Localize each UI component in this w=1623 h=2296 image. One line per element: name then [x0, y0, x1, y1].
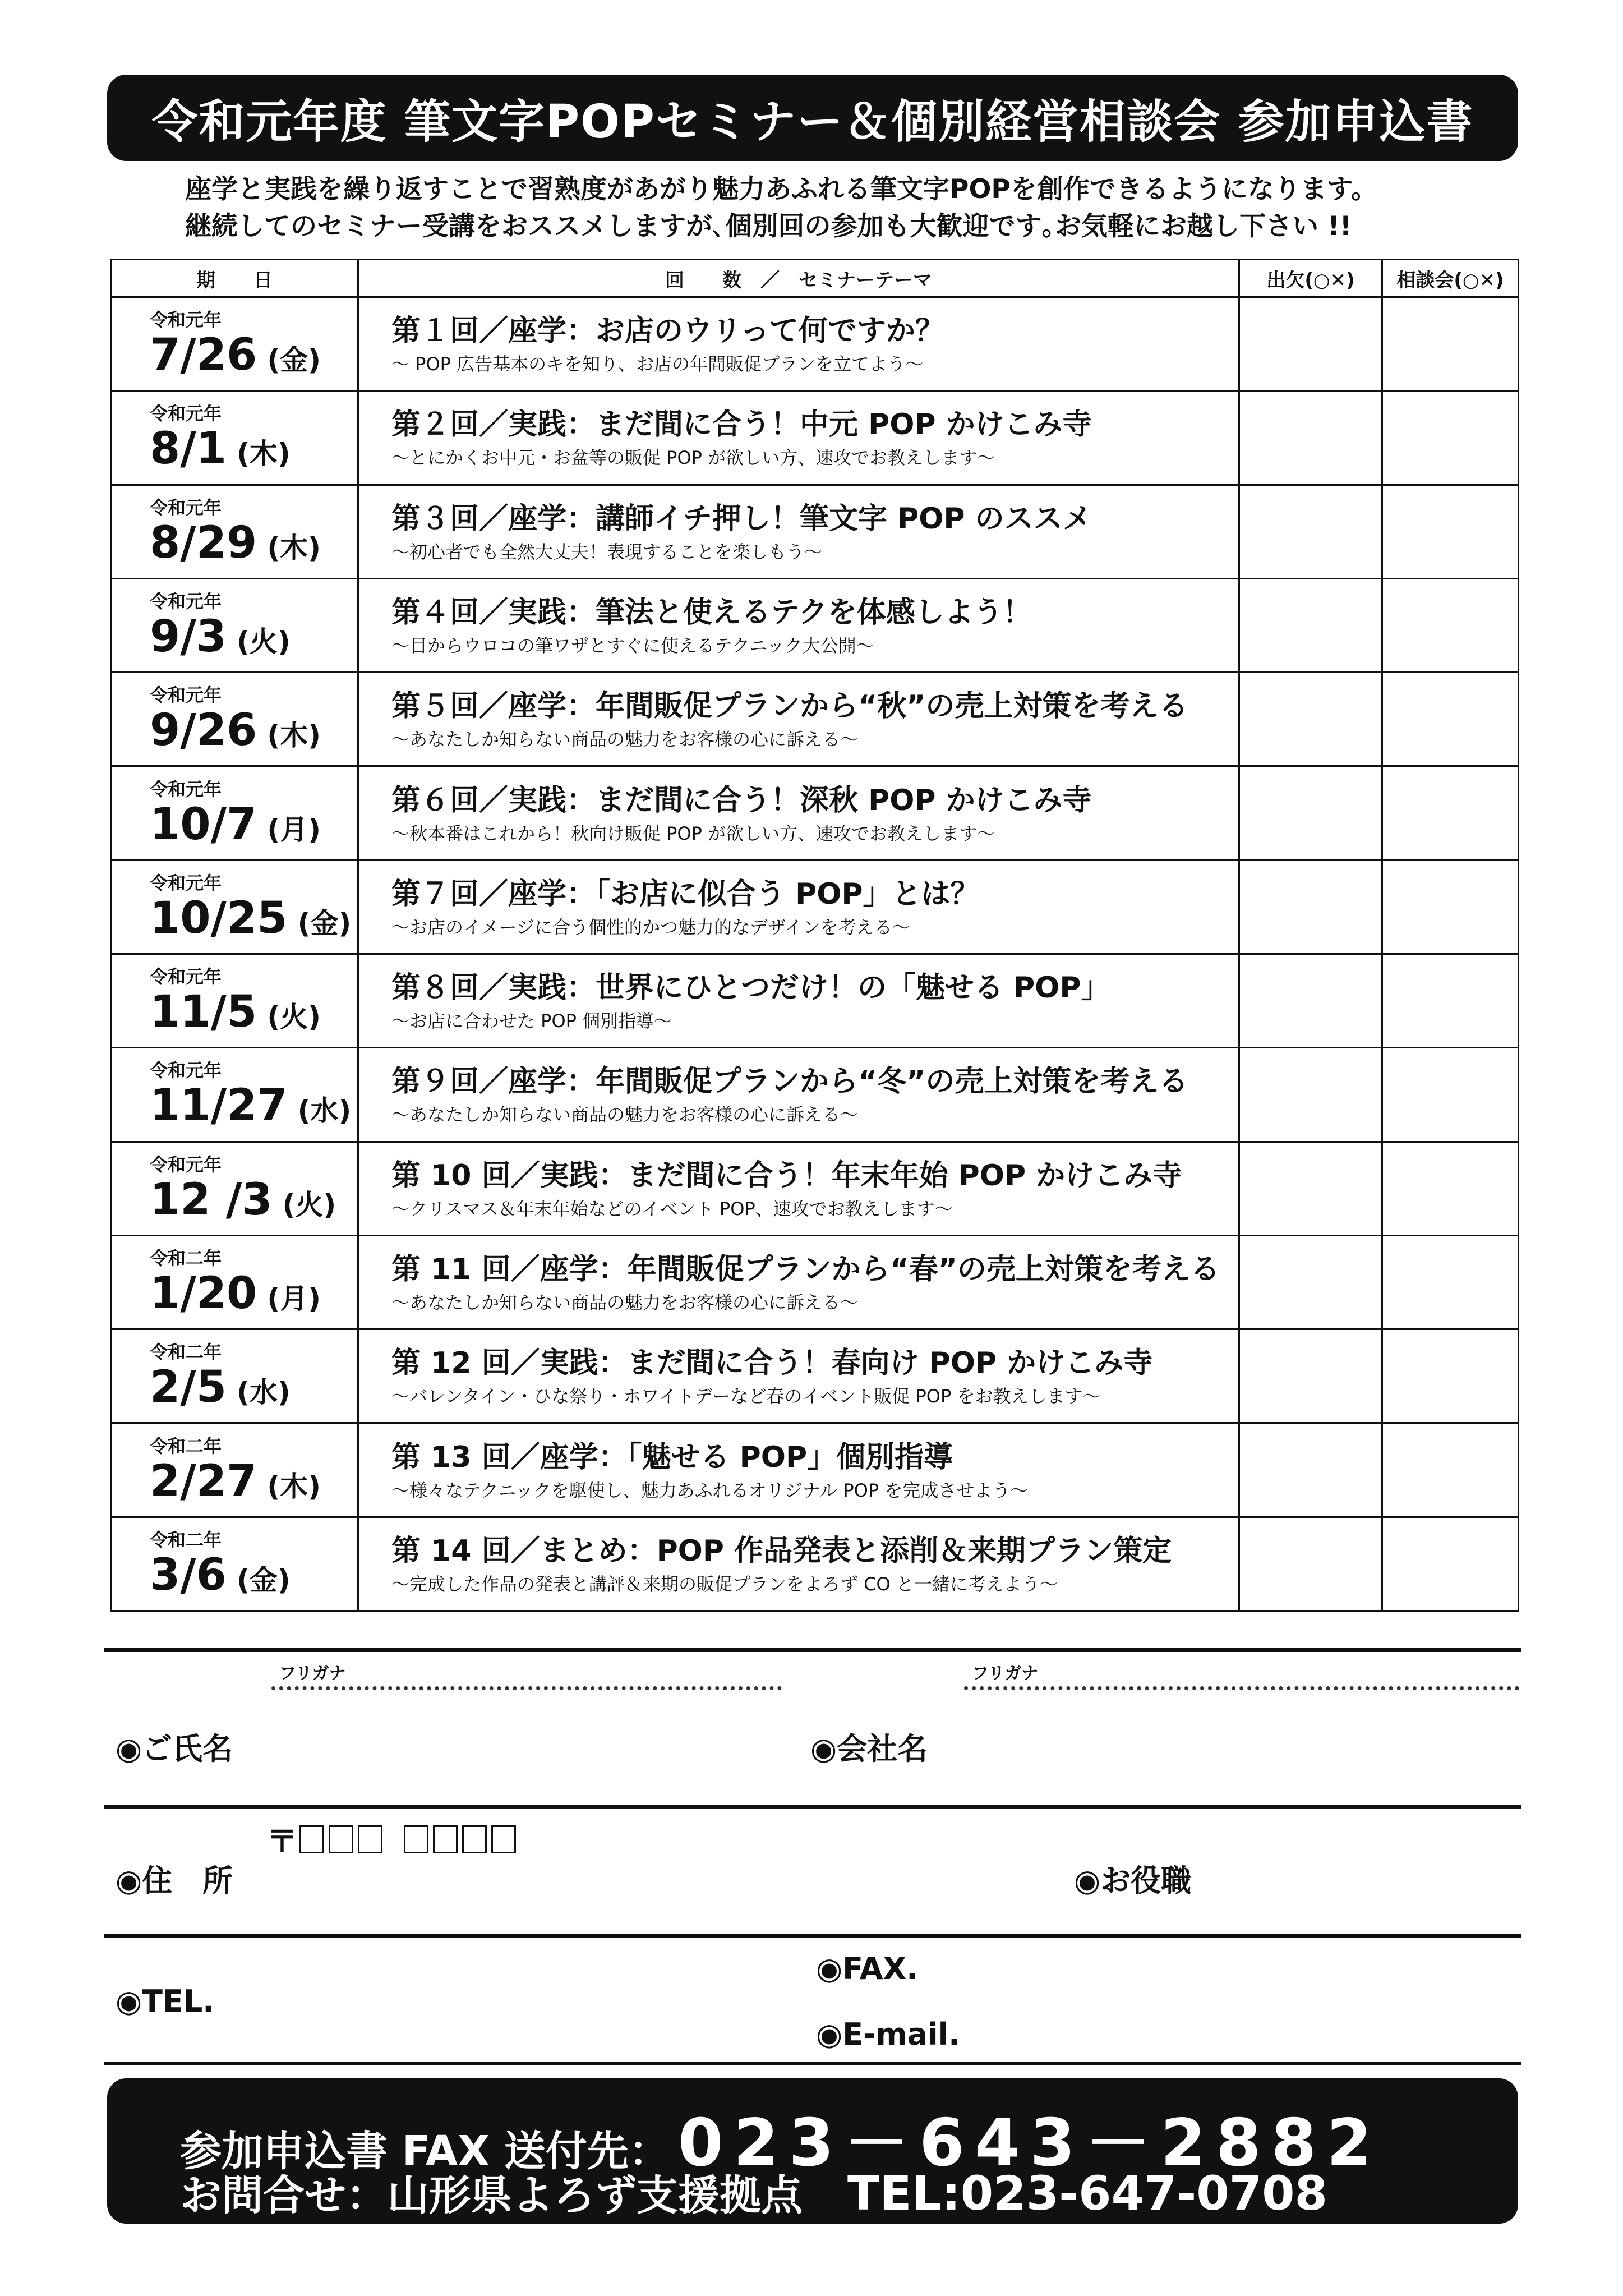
era-label: 令和元年 — [150, 684, 222, 706]
attendance-checkbox-cell[interactable] — [1239, 485, 1382, 578]
day-of-week: (木) — [267, 531, 321, 564]
session-date: 2/5 — [150, 1362, 227, 1413]
day-of-week: (金) — [267, 344, 321, 377]
session-date: 8/29 — [150, 517, 257, 568]
theme-cell — [358, 673, 1239, 766]
date-cell — [111, 1142, 358, 1235]
session-title: 第 14 回／まとめ：POP 作品発表と添削＆来期プラン策定 — [391, 1534, 1172, 1568]
name-furigana-dotted-line — [271, 1686, 782, 1690]
era-label: 令和元年 — [150, 590, 222, 612]
session-title: 第２回／実践：まだ間に合う！中元 POP かけこみ寺 — [391, 408, 1092, 442]
table-row — [111, 860, 1519, 954]
postal-mark: 〒 — [267, 1824, 297, 1859]
date-cell — [111, 954, 358, 1047]
attendance-checkbox-cell[interactable] — [1239, 1423, 1382, 1517]
attendance-checkbox-cell[interactable] — [1239, 766, 1382, 860]
theme-cell — [358, 1517, 1239, 1611]
postal-box[interactable] — [404, 1825, 428, 1853]
page-title: 令和元年度 筆文字POPセミナー＆個別経営相談会 参加申込書 — [107, 75, 1518, 161]
theme-cell — [358, 954, 1239, 1047]
day-of-week: (火) — [282, 1188, 336, 1221]
session-date: 2/27 — [150, 1456, 257, 1507]
day-of-week: (火) — [267, 1001, 321, 1034]
email-field-label: ◉E-mail. — [816, 2017, 960, 2052]
attendance-checkbox-cell[interactable] — [1239, 860, 1382, 954]
attendance-checkbox-cell[interactable] — [1239, 954, 1382, 1047]
era-label: 令和二年 — [150, 1247, 222, 1269]
table-row — [111, 1329, 1519, 1423]
address-field-label: ◉住 所 — [116, 1863, 233, 1898]
era-label: 令和元年 — [150, 966, 222, 988]
consultation-checkbox-cell[interactable] — [1382, 578, 1519, 672]
company-furigana-label: フリガナ — [972, 1664, 1039, 1683]
day-of-week: (木) — [237, 438, 291, 471]
attendance-checkbox-cell[interactable] — [1239, 297, 1382, 391]
table-row — [111, 1423, 1519, 1517]
table-row — [111, 954, 1519, 1047]
session-subtitle: ～完成した作品の発表と講評＆来期の販促プランをよろず CO と一緒に考えよう～ — [391, 1573, 1058, 1595]
intro-line-2: 継続してのセミナー受講をおススメしますが､個別回の参加も大歓迎です｡お気軽にお越し下さい !! — [185, 211, 1352, 242]
postal-box[interactable] — [491, 1825, 516, 1853]
session-subtitle: ～バレンタイン・ひな祭り・ホワイトデーなど春のイベント販促 POP をお教えします～ — [391, 1386, 1101, 1407]
session-date: 10/25 — [150, 892, 288, 944]
intro-text — [185, 171, 1520, 245]
session-title: 第７回／座学：「お店に似合う POP」とは？ — [391, 877, 980, 911]
contact-footer — [107, 2078, 1518, 2224]
header-date: 期 日 — [111, 260, 358, 297]
header-attendance: 出欠(○✕) — [1239, 260, 1382, 297]
form-rule-1 — [104, 1805, 1521, 1809]
company-field-label: ◉会社名 — [810, 1731, 928, 1766]
date-cell — [111, 673, 358, 766]
theme-cell — [358, 766, 1239, 860]
session-subtitle: ～あなたしか知らない商品の魅力をお客様の心に訴える～ — [391, 729, 859, 751]
session-title: 第８回／実践：世界にひとつだけ！の「魅せる POP」 — [391, 971, 1110, 1005]
postal-box[interactable] — [299, 1825, 324, 1853]
fax-destination-label: 参加申込書 FAX 送付先： — [180, 2127, 670, 2175]
era-label: 令和元年 — [150, 309, 222, 331]
date-cell — [111, 860, 358, 954]
table-row — [111, 1235, 1519, 1329]
form-rule-2 — [104, 1934, 1521, 1938]
day-of-week: (金) — [297, 907, 352, 940]
attendance-checkbox-cell[interactable] — [1239, 1235, 1382, 1329]
postal-box[interactable] — [462, 1825, 487, 1853]
attendance-checkbox-cell[interactable] — [1239, 1142, 1382, 1235]
session-date: 11/5 — [150, 987, 257, 1038]
session-subtitle: ～目からウロコの筆ワザとすぐに使えるテクニック大公開～ — [391, 634, 874, 656]
era-label: 令和二年 — [150, 1341, 222, 1363]
session-title: 第 11 回／座学：年間販促プランから“春”の売上対策を考える — [391, 1252, 1220, 1286]
consultation-checkbox-cell[interactable] — [1382, 1423, 1519, 1517]
era-label: 令和元年 — [150, 1153, 222, 1175]
theme-cell — [358, 485, 1239, 578]
session-title: 第６回／実践：まだ間に合う！深秋 POP かけこみ寺 — [391, 783, 1092, 817]
session-title: 第 13 回／座学：「魅せる POP」個別指導 — [391, 1440, 953, 1474]
theme-cell — [358, 1423, 1239, 1517]
day-of-week: (木) — [267, 719, 321, 752]
form-top-rule — [104, 1648, 1521, 1652]
day-of-week: (月) — [267, 813, 321, 846]
consultation-checkbox-cell[interactable] — [1382, 1517, 1519, 1611]
session-subtitle: ～様々なテクニックを駆使し、魅力あふれるオリジナル POP を完成させよう～ — [391, 1479, 1029, 1501]
table-row — [111, 578, 1519, 672]
position-field-label: ◉お役職 — [1074, 1863, 1192, 1898]
era-label: 令和二年 — [150, 1529, 222, 1550]
attendance-checkbox-cell[interactable] — [1239, 673, 1382, 766]
date-cell — [111, 1423, 358, 1517]
theme-cell — [358, 578, 1239, 672]
postal-box[interactable] — [358, 1825, 382, 1853]
date-cell — [111, 485, 358, 578]
company-furigana-dotted-line — [964, 1686, 1519, 1690]
theme-cell — [358, 860, 1239, 954]
session-subtitle: ～秋本番はこれから！秋向け販促 POP が欲しい方、速攻でお教えします～ — [391, 822, 995, 844]
date-cell — [111, 391, 358, 485]
era-label: 令和元年 — [150, 403, 222, 425]
fax-field-label: ◉FAX. — [816, 1951, 918, 1986]
session-title: 第４回／実践：筆法と使えるテクを体感しよう！ — [391, 595, 1032, 629]
session-title: 第 12 回／実践：まだ間に合う！春向け POP かけこみ寺 — [391, 1346, 1153, 1381]
table-row — [111, 1142, 1519, 1235]
table-row — [111, 673, 1519, 766]
date-cell — [111, 578, 358, 672]
tel-field-label: ◉TEL. — [116, 1984, 214, 2019]
session-title: 第９回／座学：年間販促プランから“冬”の売上対策を考える — [391, 1065, 1188, 1099]
consultation-checkbox-cell[interactable] — [1382, 1048, 1519, 1142]
era-label: 令和元年 — [150, 1060, 222, 1082]
postal-code-field[interactable] — [267, 1818, 520, 1861]
table-row — [111, 1517, 1519, 1611]
session-subtitle: ～クリスマス＆年末年始などのイベント POP、速攻でお教えします～ — [391, 1198, 953, 1220]
date-cell — [111, 1329, 358, 1423]
attendance-checkbox-cell[interactable] — [1239, 578, 1382, 672]
era-label: 令和元年 — [150, 496, 222, 518]
contact-label: お問合せ：山形県よろず支援拠点 — [180, 2171, 803, 2220]
header-theme: 回 数 ／ セミナーテーマ — [358, 260, 1239, 297]
consultation-checkbox-cell[interactable] — [1382, 673, 1519, 766]
session-date: 1/20 — [150, 1268, 257, 1319]
session-subtitle: ～お店に合わせた POP 個別指導～ — [391, 1010, 672, 1032]
consultation-checkbox-cell[interactable] — [1382, 1142, 1519, 1235]
table-header-row — [111, 260, 1519, 297]
attendance-checkbox-cell[interactable] — [1239, 391, 1382, 485]
postal-box[interactable] — [433, 1825, 458, 1853]
era-label: 令和元年 — [150, 872, 222, 894]
consultation-checkbox-cell[interactable] — [1382, 1329, 1519, 1423]
intro-line-1: 座学と実践を繰り返すことで習熟度があがり魅力あふれる筆文字POPを創作できるようになります。 — [185, 174, 1378, 205]
theme-cell — [358, 1142, 1239, 1235]
session-subtitle: ～あなたしか知らない商品の魅力をお客様の心に訴える～ — [391, 1291, 859, 1313]
day-of-week: (火) — [237, 625, 291, 658]
session-title: 第１回／座学：お店のウリって何ですか？ — [391, 314, 944, 348]
theme-cell — [358, 1235, 1239, 1329]
fax-number: 023－643－2882 — [677, 2105, 1382, 2181]
date-cell — [111, 1048, 358, 1142]
consultation-checkbox-cell[interactable] — [1382, 391, 1519, 485]
seminar-schedule-table — [110, 259, 1519, 1612]
contact-tel: TEL:023-647-0708 — [847, 2166, 1327, 2221]
session-date: 12 /3 — [150, 1174, 273, 1225]
session-title: 第３回／座学：講師イチ押し！筆文字 POP のススメ — [391, 501, 1092, 536]
theme-cell — [358, 1329, 1239, 1423]
day-of-week: (水) — [237, 1376, 291, 1409]
consultation-checkbox-cell[interactable] — [1382, 485, 1519, 578]
contact-line — [180, 2162, 1327, 2222]
attendance-checkbox-cell[interactable] — [1239, 1048, 1382, 1142]
consultation-checkbox-cell[interactable] — [1382, 297, 1519, 391]
session-subtitle: ～とにかくお中元・お盆等の販促 POP が欲しい方、速攻でお教えします～ — [391, 447, 995, 469]
day-of-week: (月) — [267, 1282, 321, 1315]
table-row — [111, 1048, 1519, 1142]
header-consultation: 相談会(○✕) — [1382, 260, 1519, 297]
consultation-checkbox-cell[interactable] — [1382, 1235, 1519, 1329]
day-of-week: (金) — [237, 1563, 291, 1596]
era-label: 令和二年 — [150, 1435, 222, 1457]
day-of-week: (水) — [297, 1094, 352, 1128]
session-subtitle: ～あなたしか知らない商品の魅力をお客様の心に訴える～ — [391, 1104, 859, 1126]
date-cell — [111, 297, 358, 391]
theme-cell — [358, 391, 1239, 485]
theme-cell — [358, 1048, 1239, 1142]
date-cell — [111, 766, 358, 860]
session-date: 3/6 — [150, 1549, 227, 1600]
session-subtitle: ～お店のイメージに合う個性的かつ魅力的なデザインを考える～ — [391, 916, 910, 938]
era-label: 令和元年 — [150, 778, 222, 800]
date-cell — [111, 1517, 358, 1611]
attendance-checkbox-cell[interactable] — [1239, 1517, 1382, 1611]
consultation-checkbox-cell[interactable] — [1382, 766, 1519, 860]
session-date: 7/26 — [150, 330, 257, 381]
consultation-checkbox-cell[interactable] — [1382, 954, 1519, 1047]
session-date: 10/7 — [150, 799, 257, 850]
name-furigana-label: フリガナ — [279, 1664, 346, 1683]
attendance-checkbox-cell[interactable] — [1239, 1329, 1382, 1423]
table-row — [111, 391, 1519, 485]
form-bottom-rule — [104, 2062, 1521, 2065]
table-row — [111, 766, 1519, 860]
day-of-week: (木) — [267, 1470, 321, 1503]
date-cell — [111, 1235, 358, 1329]
session-title: 第 10 回／実践：まだ間に合う！年末年始 POP かけこみ寺 — [391, 1158, 1182, 1193]
table-row — [111, 485, 1519, 578]
session-subtitle: ～初心者でも全然大丈夫！表現することを楽しもう～ — [391, 541, 823, 563]
table-row — [111, 297, 1519, 391]
session-date: 9/26 — [150, 705, 257, 756]
session-date: 9/3 — [150, 611, 227, 662]
session-date: 8/1 — [150, 424, 227, 475]
consultation-checkbox-cell[interactable] — [1382, 860, 1519, 954]
theme-cell — [358, 297, 1239, 391]
session-date: 11/27 — [150, 1080, 288, 1131]
session-title: 第５回／座学：年間販促プランから“秋”の売上対策を考える — [391, 689, 1188, 724]
session-subtitle: ～ POP 広告基本のキを知り、お店の年間販促プランを立てよう～ — [391, 353, 924, 375]
postal-box[interactable] — [329, 1825, 353, 1853]
name-field-label: ◉ご氏名 — [116, 1731, 233, 1766]
